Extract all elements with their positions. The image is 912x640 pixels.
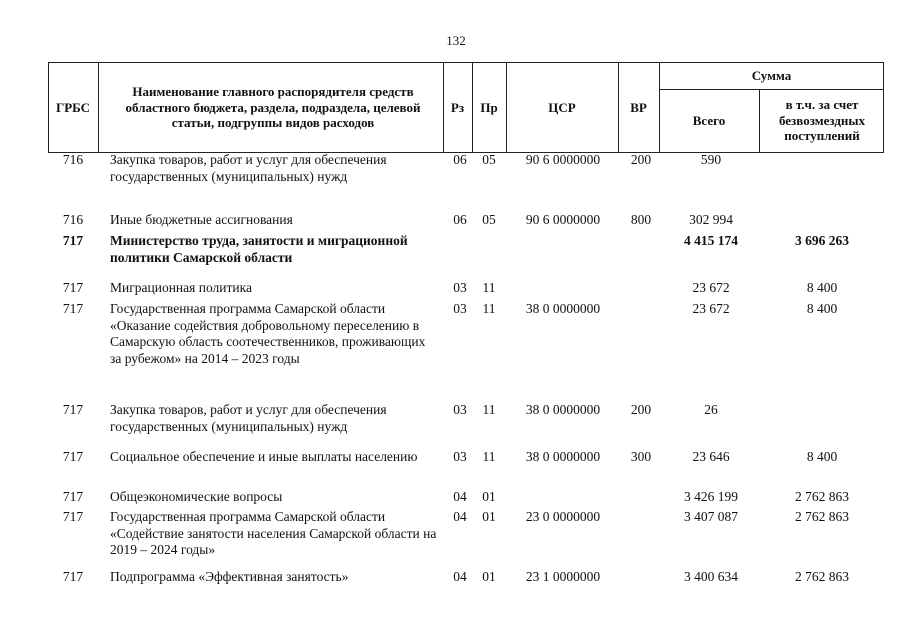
cell-free: 2 762 863	[795, 569, 849, 584]
cell-rz: 03	[453, 402, 467, 417]
cell-pr: 01	[482, 489, 496, 504]
header-sum: Сумма	[751, 68, 792, 84]
cell-free: 8 400	[806, 280, 838, 295]
cell-free: 2 762 863	[795, 509, 849, 524]
cell-vr: 800	[630, 212, 652, 227]
cell-vr: 200	[630, 152, 652, 167]
cell-csr: 23 0 0000000	[525, 509, 601, 524]
cell-total: 23 672	[692, 280, 730, 295]
cell-grbs: 717	[62, 449, 84, 464]
header-vr: ВР	[630, 99, 647, 115]
header-grbs: ГРБС	[55, 99, 91, 115]
cell-csr: 38 0 0000000	[525, 449, 601, 464]
header-pr: Пр	[480, 99, 498, 115]
cell-rz: 03	[453, 449, 467, 464]
cell-name: Миграционная политика	[110, 280, 252, 295]
header-free: в т.ч. за счет безвозмездных поступлений	[778, 97, 866, 144]
cell-csr: 90 6 0000000	[525, 152, 601, 167]
cell-grbs: 717	[62, 402, 84, 417]
cell-grbs: 716	[62, 152, 84, 167]
cell-name: Закупка товаров, работ и услуг для обеспечения государственных (муниципальных) нужд	[110, 152, 387, 184]
cell-name: Министерство труда, занятости и миграционной политики Самарской области	[110, 233, 408, 265]
cell-total: 26	[704, 402, 718, 417]
cell-pr: 05	[482, 152, 496, 167]
cell-rz: 03	[453, 301, 467, 316]
cell-name: Общеэкономические вопросы	[110, 489, 283, 504]
cell-grbs: 717	[62, 280, 84, 295]
cell-pr: 05	[482, 212, 496, 227]
header-csr: ЦСР	[548, 99, 576, 115]
cell-total: 4 415 174	[684, 233, 738, 248]
cell-rz: 06	[453, 152, 467, 167]
cell-grbs: 716	[62, 212, 84, 227]
cell-csr: 38 0 0000000	[525, 402, 601, 417]
cell-rz: 04	[453, 509, 467, 524]
header-name: Наименование главного распорядителя средств областного бюджета, раздела, подраздела, целевой статьи, подгруппы видов расходов	[125, 84, 421, 131]
cell-total: 23 646	[692, 449, 730, 464]
cell-pr: 11	[482, 280, 496, 295]
cell-vr: 200	[630, 402, 652, 417]
cell-pr: 11	[482, 449, 496, 464]
cell-pr: 01	[482, 569, 496, 584]
page-number: 132	[446, 33, 466, 48]
cell-rz: 04	[453, 569, 467, 584]
cell-rz: 03	[453, 280, 467, 295]
cell-grbs: 717	[62, 509, 84, 524]
cell-grbs: 717	[62, 569, 84, 584]
cell-grbs: 717	[62, 233, 84, 248]
cell-name: Подпрограмма «Эффективная занятость»	[110, 569, 349, 584]
cell-pr: 11	[482, 301, 496, 316]
cell-vr: 300	[630, 449, 652, 464]
cell-total: 3 426 199	[684, 489, 738, 504]
cell-total: 3 407 087	[684, 509, 738, 524]
cell-pr: 01	[482, 509, 496, 524]
cell-name: Иные бюджетные ассигнования	[110, 212, 293, 227]
cell-name: Государственная программа Самарской области «Оказание содействия добровольному переселению в Самарскую область соотечественников, проживающих за рубежом» на 2014 – 2023 годы	[110, 301, 426, 366]
cell-name: Социальное обеспечение и иные выплаты населению	[110, 449, 418, 464]
cell-grbs: 717	[62, 301, 84, 316]
cell-csr: 90 6 0000000	[525, 212, 601, 227]
cell-csr: 38 0 0000000	[525, 301, 601, 316]
cell-rz: 06	[453, 212, 467, 227]
cell-total: 302 994	[689, 212, 733, 227]
header-rz: Рз	[450, 99, 465, 115]
cell-total: 3 400 634	[684, 569, 738, 584]
header-total: Всего	[692, 112, 726, 128]
cell-rz: 04	[453, 489, 467, 504]
cell-free: 8 400	[806, 449, 838, 464]
cell-total: 590	[700, 152, 722, 167]
cell-name: Закупка товаров, работ и услуг для обеспечения государственных (муниципальных) нужд	[110, 402, 387, 434]
cell-total: 23 672	[692, 301, 730, 316]
cell-pr: 11	[482, 402, 496, 417]
cell-free: 2 762 863	[795, 489, 849, 504]
cell-csr: 23 1 0000000	[525, 569, 601, 584]
cell-free: 3 696 263	[795, 233, 849, 248]
cell-free: 8 400	[806, 301, 838, 316]
cell-name: Государственная программа Самарской области «Содействие занятости населения Самарской области на 2019 – 2024 годы»	[110, 509, 437, 557]
cell-grbs: 717	[62, 489, 84, 504]
